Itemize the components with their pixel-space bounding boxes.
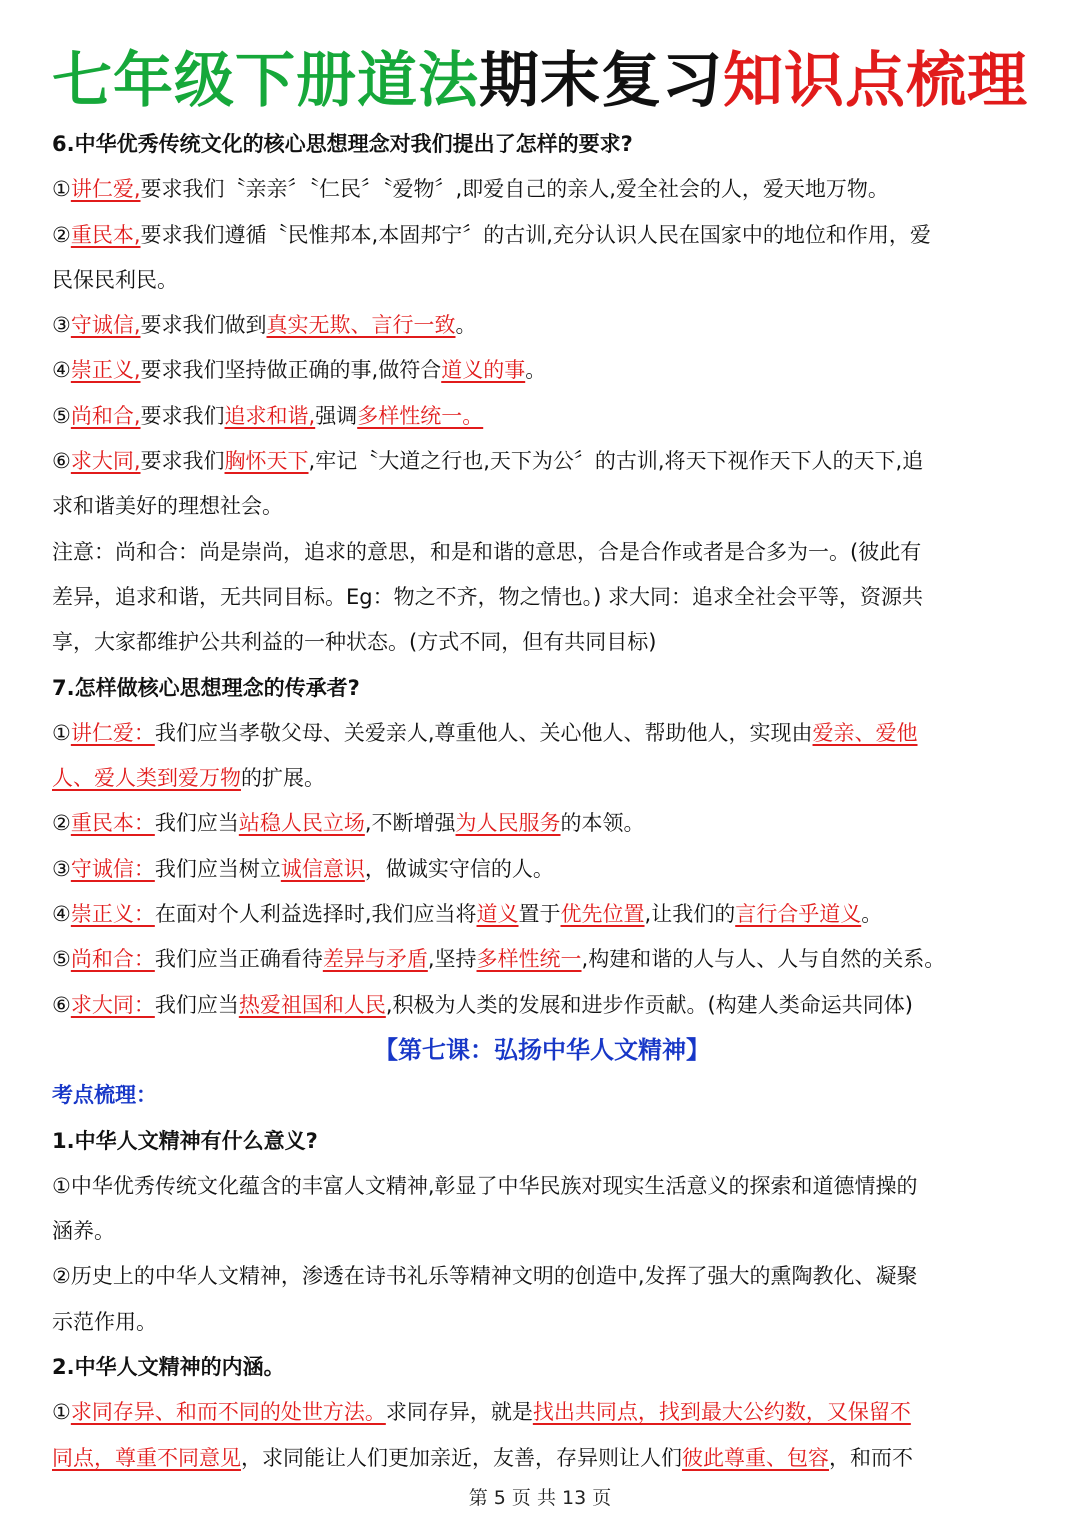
text-span: ，做诚实守信的人。 bbox=[364, 856, 554, 881]
text-span: 6.中华优秀传统文化的核心思想理念对我们提出了怎样的要求? bbox=[52, 132, 633, 156]
question-heading bbox=[52, 1119, 1032, 1164]
text-span: ② bbox=[52, 222, 71, 247]
text-span: ,坚持 bbox=[427, 947, 477, 972]
text-span: 1.中华人文精神有什么意义? bbox=[52, 1128, 318, 1153]
page-footer: 第 5 页 共 13 页 bbox=[468, 1487, 612, 1509]
text-span: ,牢记〝大道之行也,天下为公〞的古训,将天下视作天下人的天下,追 bbox=[308, 449, 924, 474]
text-line bbox=[52, 303, 1032, 348]
key-phrase: 讲仁爱： bbox=[70, 720, 155, 745]
text-span: ③ bbox=[52, 856, 71, 881]
key-phrase: 崇正义, bbox=[70, 358, 141, 383]
text-line bbox=[52, 711, 1032, 756]
text-span: 我们应当树立 bbox=[154, 856, 281, 881]
text-line bbox=[52, 439, 1032, 484]
text-span: ④ bbox=[52, 902, 71, 927]
text-line bbox=[52, 892, 1032, 937]
key-phrase: 人、爱人类到爱万物 bbox=[52, 766, 241, 791]
text-span: 强调 bbox=[315, 403, 358, 428]
text-span: ,不断增强 bbox=[364, 811, 456, 836]
key-phrase: 求大同, bbox=[70, 449, 141, 474]
text-line bbox=[52, 575, 1032, 620]
text-span: 民保民利民。 bbox=[52, 267, 178, 292]
key-phrase: 多样性统一 bbox=[476, 947, 582, 972]
text-line bbox=[52, 530, 1032, 575]
text-span: 要求我们〝亲亲〞〝仁民〞〝爱物〞,即爱自己的亲人,爱全社会的人，爱天地万物。 bbox=[140, 177, 889, 202]
text-span: ⑤ bbox=[52, 947, 71, 972]
text-span: 7.怎样做核心思想理念的传承者? bbox=[52, 675, 360, 700]
question-heading bbox=[52, 666, 1032, 711]
text-span: 求同存异，就是 bbox=[385, 1400, 533, 1425]
text-line bbox=[52, 847, 1032, 892]
text-span: 差异，追求和谐，无共同目标。Eg：物之不齐，物之情也。) 求大同：追求全社会平等，资源共 bbox=[52, 584, 923, 609]
text-span: 要求我们坚持做正确的事,做符合 bbox=[140, 358, 442, 383]
text-line bbox=[52, 937, 1032, 982]
text-span: 置于 bbox=[518, 902, 561, 927]
text-line bbox=[52, 756, 1032, 801]
key-phrase: 重民本： bbox=[70, 811, 155, 836]
text-span: ① bbox=[52, 720, 71, 745]
page-title bbox=[0, 38, 1080, 124]
text-span: 。 bbox=[525, 358, 547, 383]
text-span: ③ bbox=[52, 313, 71, 338]
key-phrase: 优先位置 bbox=[560, 902, 645, 927]
key-phrase: 崇正义： bbox=[70, 902, 155, 927]
text-span: 考点梳理： bbox=[52, 1083, 157, 1108]
key-phrase: 追求和谐, bbox=[224, 403, 316, 428]
question-heading bbox=[52, 122, 1032, 167]
key-phrase: 差异与矛盾 bbox=[322, 947, 428, 972]
text-line bbox=[52, 213, 1032, 258]
text-line bbox=[52, 394, 1032, 439]
text-line bbox=[52, 484, 1032, 529]
text-span: 我们应当正确看待 bbox=[154, 947, 323, 972]
key-phrase: 找出共同点，找到最大公约数，又保留不 bbox=[532, 1400, 911, 1425]
text-span: 要求我们遵循〝民惟邦本,本固邦宁〞的古训,充分认识人民在国家中的地位和作用，爱 bbox=[140, 222, 931, 247]
text-span: 在面对个人利益选择时,我们应当将 bbox=[154, 902, 477, 927]
text-span: 。 bbox=[861, 902, 883, 927]
key-phrase: 守诚信, bbox=[70, 313, 141, 338]
key-phrase: 真实无欺、言行一致 bbox=[266, 313, 456, 338]
text-span: 要求我们做到 bbox=[140, 313, 267, 338]
text-line bbox=[52, 1390, 1032, 1435]
text-span: 注意：尚和合：尚是崇尚，追求的意思，和是和谐的意思，合是合作或者是合多为一。(彼此有 bbox=[52, 539, 922, 564]
text-span: 我们应当 bbox=[154, 992, 239, 1017]
text-span: ,构建和谐的人与人、人与自然的关系。 bbox=[581, 947, 946, 972]
text-span: 享，大家都维护公共利益的一种状态。(方式不同，但有共同目标) bbox=[52, 630, 657, 655]
key-phrase: 尚和合： bbox=[70, 947, 155, 972]
text-span: ② bbox=[52, 811, 71, 836]
text-span: ⑥ bbox=[52, 449, 71, 474]
section-label bbox=[52, 1073, 1032, 1118]
text-line bbox=[52, 1254, 1032, 1299]
text-line bbox=[52, 1164, 1032, 1209]
text-span: 我们应当孝敬父母、关爱亲人,尊重他人、关心他人、帮助他人，实现由 bbox=[154, 720, 813, 745]
key-phrase: 站稳人民立场 bbox=[238, 811, 365, 836]
text-line bbox=[52, 167, 1032, 212]
key-phrase: 尚和合, bbox=[70, 403, 141, 428]
key-phrase: 爱亲、爱他 bbox=[812, 720, 918, 745]
text-span: 要求我们 bbox=[140, 403, 225, 428]
text-span: 涵养。 bbox=[52, 1219, 115, 1244]
key-phrase: 诚信意识 bbox=[280, 856, 365, 881]
key-phrase: 胸怀天下 bbox=[224, 449, 309, 474]
key-phrase: 重民本, bbox=[70, 222, 141, 247]
text-span: 我们应当 bbox=[154, 811, 239, 836]
text-line bbox=[52, 258, 1032, 303]
title-part-1: 七年级下册道法 bbox=[52, 46, 479, 116]
text-span: ① bbox=[52, 1400, 71, 1425]
text-line bbox=[52, 1300, 1032, 1345]
text-span: ,积极为人类的发展和进步作贡献。(构建人类命运共同体) bbox=[385, 992, 913, 1017]
key-phrase: 道义的事 bbox=[441, 358, 526, 383]
text-span: ,让我们的 bbox=[644, 902, 736, 927]
key-phrase: 同点，尊重不同意见 bbox=[52, 1445, 241, 1470]
text-line bbox=[52, 348, 1032, 393]
text-span: ①中华优秀传统文化蕴含的丰富人文精神,彰显了中华民族对现实生活意义的探索和道德情操的 bbox=[52, 1173, 918, 1198]
text-span: ②历史上的中华人文精神，渗透在诗书礼乐等精神文明的创造中,发挥了强大的熏陶教化、凝聚 bbox=[52, 1264, 918, 1289]
text-span: 的扩展。 bbox=[241, 766, 325, 791]
text-line bbox=[52, 983, 1032, 1028]
title-part-3: 知识点梳理 bbox=[723, 46, 1028, 116]
key-phrase: 求大同： bbox=[70, 992, 155, 1017]
text-span: ④ bbox=[52, 358, 71, 383]
text-line bbox=[52, 1209, 1032, 1254]
text-span: ⑥ bbox=[52, 992, 71, 1017]
document-body bbox=[52, 122, 1032, 1481]
text-span: 求和谐美好的理想社会。 bbox=[52, 494, 283, 519]
text-span: 的本领。 bbox=[560, 811, 645, 836]
key-phrase: 热爱祖国和人民 bbox=[238, 992, 386, 1017]
key-phrase: 言行合乎道义 bbox=[735, 902, 862, 927]
key-phrase: 多样性统一。 bbox=[357, 403, 484, 428]
key-phrase: 守诚信： bbox=[70, 856, 155, 881]
text-line bbox=[52, 801, 1032, 846]
text-span: ，和而不 bbox=[829, 1445, 913, 1470]
text-span: ⑤ bbox=[52, 403, 71, 428]
lesson-heading bbox=[52, 1028, 1032, 1073]
text-span: ① bbox=[52, 177, 71, 202]
text-line bbox=[52, 1436, 1032, 1481]
text-line bbox=[52, 620, 1032, 665]
text-span: ，求同能让人们更加亲近，友善，存异则让人们 bbox=[241, 1445, 682, 1470]
key-phrase: 讲仁爱, bbox=[70, 177, 141, 202]
key-phrase: 彼此尊重、包容 bbox=[682, 1445, 829, 1470]
key-phrase: 为人民服务 bbox=[455, 811, 561, 836]
text-span: 要求我们 bbox=[140, 449, 225, 474]
title-part-2: 期末复习 bbox=[479, 46, 723, 116]
text-span: 。 bbox=[455, 313, 477, 338]
text-span: 2.中华人文精神的内涵。 bbox=[52, 1355, 285, 1380]
text-span: 【第七课：弘扬中华人文精神】 bbox=[374, 1035, 710, 1064]
text-span: 示范作用。 bbox=[52, 1309, 157, 1334]
key-phrase: 道义 bbox=[476, 902, 519, 927]
question-heading bbox=[52, 1345, 1032, 1390]
key-phrase: 求同存异、和而不同的处世方法。 bbox=[70, 1400, 386, 1425]
